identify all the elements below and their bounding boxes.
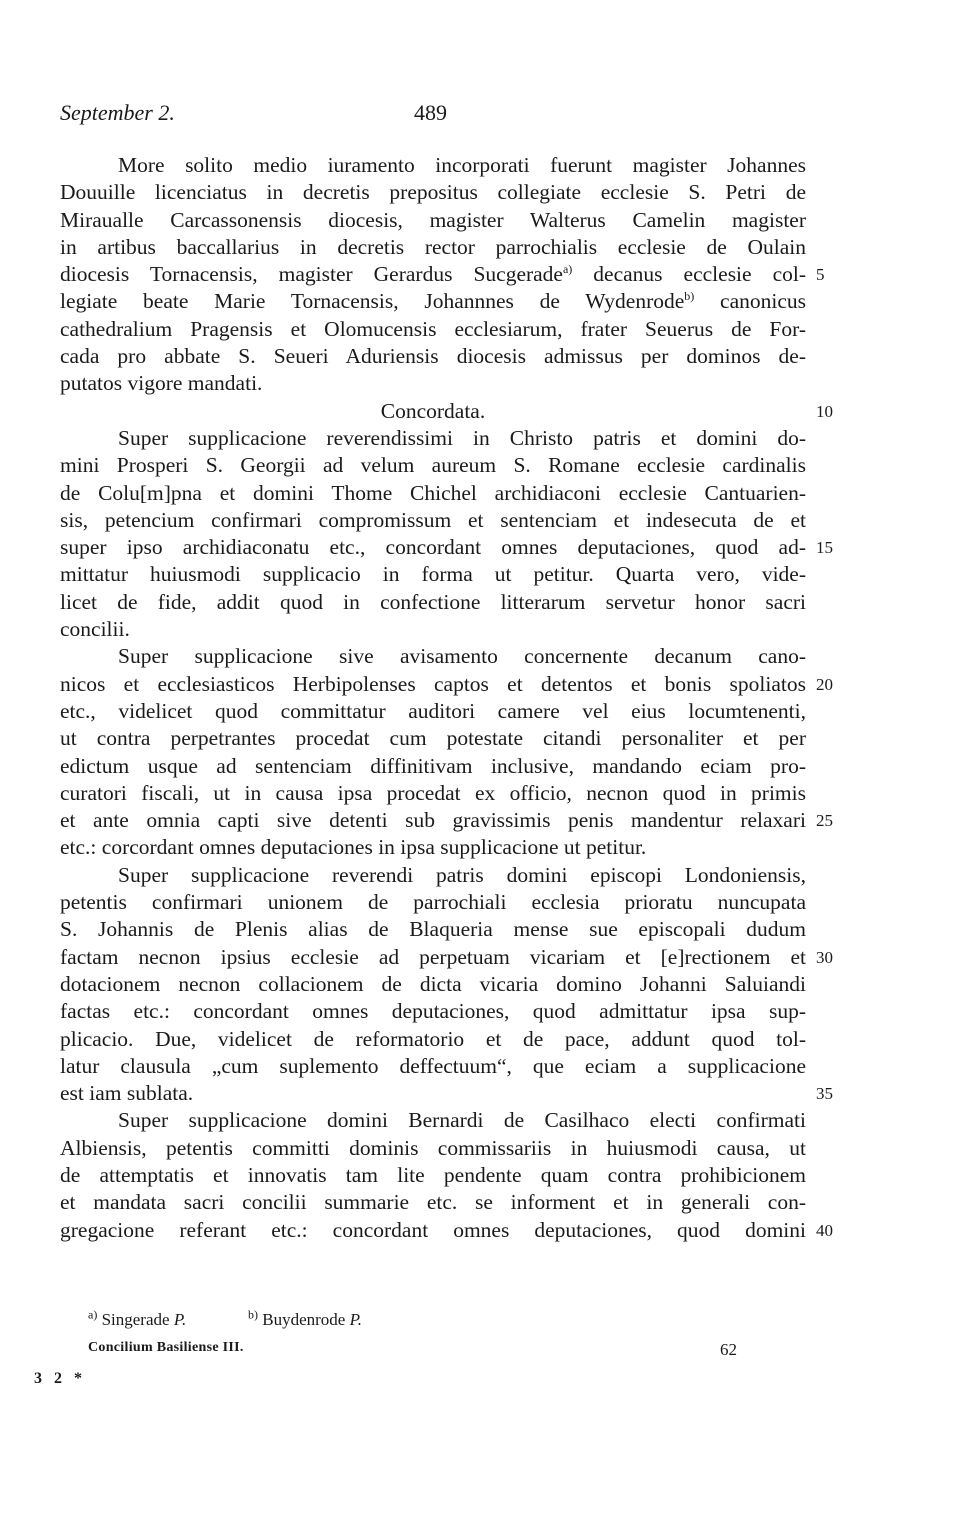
text-line: [60, 398, 833, 425]
footnote-a: [88, 1307, 187, 1330]
text-line: [60, 1107, 806, 1134]
text-line: [60, 370, 806, 397]
text-line: [60, 643, 806, 670]
line-text: Albiensis, petentis committi dominis commissariis in huiusmodi causa, ut: [60, 1135, 806, 1160]
line-text: in artibus baccallarius in decretis rector parrochialis ecclesie de Oulain: [60, 234, 806, 259]
footnote-reference: b): [684, 289, 695, 304]
line-number: 25: [816, 811, 833, 831]
text-line: [60, 261, 825, 288]
text-line: [60, 589, 806, 616]
text-line: [60, 1162, 806, 1189]
text-line: [60, 616, 806, 643]
line-text: cathedralium Pragensis et Olomucensis ecclesiarum, frater Seuerus de For-: [60, 316, 806, 341]
line-text: de Colu[m]pna et domini Thome Chichel archidiaconi ecclesie Cantuarien-: [60, 480, 806, 505]
text-line: [60, 452, 806, 479]
page-header: [60, 100, 806, 132]
line-text: cada pro abbate S. Seueri Aduriensis diocesis admissus per dominos de-: [60, 344, 806, 369]
line-text: de attemptatis et innovatis tam lite pendente quam contra prohibicionem: [60, 1162, 806, 1187]
line-text-continued: decanus ecclesie col-: [572, 262, 806, 287]
text-line: [60, 425, 806, 452]
footnote-reference: a): [562, 262, 573, 277]
line-number: 20: [816, 674, 833, 694]
text-line: [60, 698, 806, 725]
text-line: [60, 1053, 806, 1080]
line-text: putatos vigore mandati.: [60, 371, 263, 396]
text-line: [60, 971, 806, 998]
text-line: [60, 207, 806, 234]
line-number: 5: [816, 265, 825, 285]
line-text: petentis confirmari unionem de parrochiali ecclesia prioratu nuncupata: [60, 890, 806, 915]
text-line: [60, 152, 806, 179]
running-head: September 2.: [60, 100, 175, 125]
line-text: dotacionem necnon collacionem de dicta vicaria domino Johanni Saluiandi: [60, 971, 806, 996]
text-line: [60, 1217, 833, 1244]
footnote-b: [248, 1307, 363, 1330]
line-text: super ipso archidiaconatu etc., concordant omnes deputaciones, quod ad-: [60, 535, 806, 560]
text-line: [60, 944, 833, 971]
printer-mark: 3 2 *: [34, 1370, 86, 1387]
line-text: factam necnon ipsius ecclesie ad perpetuam vicariam et [e]rectionem et: [60, 944, 806, 969]
text-line: [60, 753, 806, 780]
footnotes: [88, 1307, 788, 1334]
line-text: Super supplicacione sive avisamento concernente decanum cano-: [118, 644, 806, 669]
line-text: More solito medio iuramento incorporati fuerunt magister Johannes: [118, 153, 806, 177]
line-text: licet de fide, addit quod in confectione litterarum servetur honor sacri: [60, 589, 806, 614]
line-text: nicos et ecclesiasticos Herbipolenses captos et detentos et bonis spoliatos: [60, 671, 806, 696]
line-text: sis, petencium confirmari compromissum et sentenciam et indesecuta de et: [60, 507, 806, 532]
line-text: et ante omnia capti sive detenti sub gravissimis penis mandentur relaxari: [60, 808, 806, 833]
line-text: curatori fiscali, ut in causa ipsa procedat ex officio, necnon quod in primis: [60, 780, 806, 805]
body-text: [60, 152, 833, 1244]
footnote-a-siglum: P.: [173, 1310, 187, 1329]
line-text: Super supplicacione reverendi patris domini episcopi Londoniensis,: [118, 862, 806, 887]
text-line: [60, 234, 806, 261]
line-text: concilii.: [60, 617, 130, 642]
text-line: [60, 1026, 806, 1053]
line-text: ut contra perpetrantes procedat cum potestate citandi personaliter et per: [60, 726, 806, 751]
text-line: [60, 889, 806, 916]
line-number: 35: [816, 1084, 833, 1104]
line-text: diocesis Tornacensis, magister Gerardus Sucgerade: [60, 262, 563, 287]
page-footer: [88, 1340, 748, 1364]
line-number: 10: [816, 401, 833, 421]
text-line: [60, 480, 806, 507]
sheet-signature: Concilium Basiliense III.: [88, 1340, 244, 1355]
text-line: [60, 998, 806, 1025]
line-text: gregacione referant etc.: concordant omnes deputaciones, quod domini: [60, 1217, 806, 1242]
line-text: Super supplicacione reverendissimi in Christo patris et domini do-: [118, 425, 806, 450]
text-line: [60, 780, 806, 807]
text-line: [60, 343, 806, 370]
line-text: plicacio. Due, videlicet de reformatorio et de pace, addunt quod tol-: [60, 1026, 806, 1051]
text-line: [60, 534, 833, 561]
line-text: edictum usque ad sentenciam diffinitivam inclusive, mandando eciam pro-: [60, 753, 806, 778]
line-text: mini Prosperi S. Georgii ad velum aureum S. Romane ecclesie cardinalis: [60, 453, 806, 478]
footnote-b-mark: b): [248, 1307, 258, 1322]
line-text-continued: canonicus: [694, 289, 806, 314]
line-number: 40: [816, 1220, 833, 1240]
footnote-b-siglum: P.: [349, 1310, 363, 1329]
text-line: [60, 1189, 806, 1216]
text-line: [60, 507, 806, 534]
line-text: et mandata sacri concilii summarie etc. se informent et in generali con-: [60, 1190, 806, 1215]
page-number: 489: [414, 100, 447, 125]
line-text: est iam sublata.: [60, 1081, 194, 1106]
line-number: 30: [816, 947, 833, 967]
line-text: Concordata.: [380, 398, 486, 423]
text-line: [60, 179, 806, 206]
line-text: S. Johannis de Plenis alias de Blaqueria mense sue episcopali dudum: [60, 917, 806, 942]
footnote-b-text: Buydenrode: [258, 1310, 350, 1329]
footnote-a-mark: a): [88, 1307, 98, 1322]
text-line: [60, 561, 806, 588]
line-number: 15: [816, 538, 833, 558]
line-text: latur clausula „cum suplemento deffectuum“, que eciam a supplicacione: [60, 1053, 806, 1078]
text-line: [60, 1135, 806, 1162]
text-line: [60, 1080, 833, 1107]
text-line: [60, 316, 806, 343]
footnote-a-text: Singerade: [97, 1310, 174, 1329]
line-text: etc.: corcordant omnes deputaciones in ipsa supplicacione ut petitur.: [60, 835, 647, 860]
text-line: [60, 725, 806, 752]
line-text: Miraualle Carcassonensis diocesis, magister Walterus Camelin magister: [60, 207, 806, 232]
line-text: factas etc.: concordant omnes deputaciones, quod admittatur ipsa sup-: [60, 999, 806, 1024]
line-text: legiate beate Marie Tornacensis, Johannnes de Wydenrode: [60, 289, 685, 314]
line-text: Super supplicacione domini Bernardi de Casilhaco electi confirmati: [118, 1108, 806, 1133]
line-text: Douuille licenciatus in decretis prepositus collegiate ecclesie S. Petri de: [60, 180, 806, 205]
text-line: [60, 862, 806, 889]
text-line: [60, 834, 806, 861]
text-line: [60, 671, 833, 698]
text-line: [60, 807, 833, 834]
sheet-number: 62: [720, 1340, 737, 1359]
line-text: mittatur huiusmodi supplicacio in forma ut petitur. Quarta vero, vide-: [60, 562, 806, 587]
text-line: [60, 288, 806, 315]
text-line: [60, 916, 806, 943]
line-text: etc., videlicet quod committatur auditori camere vel eius locumtenenti,: [60, 698, 806, 723]
